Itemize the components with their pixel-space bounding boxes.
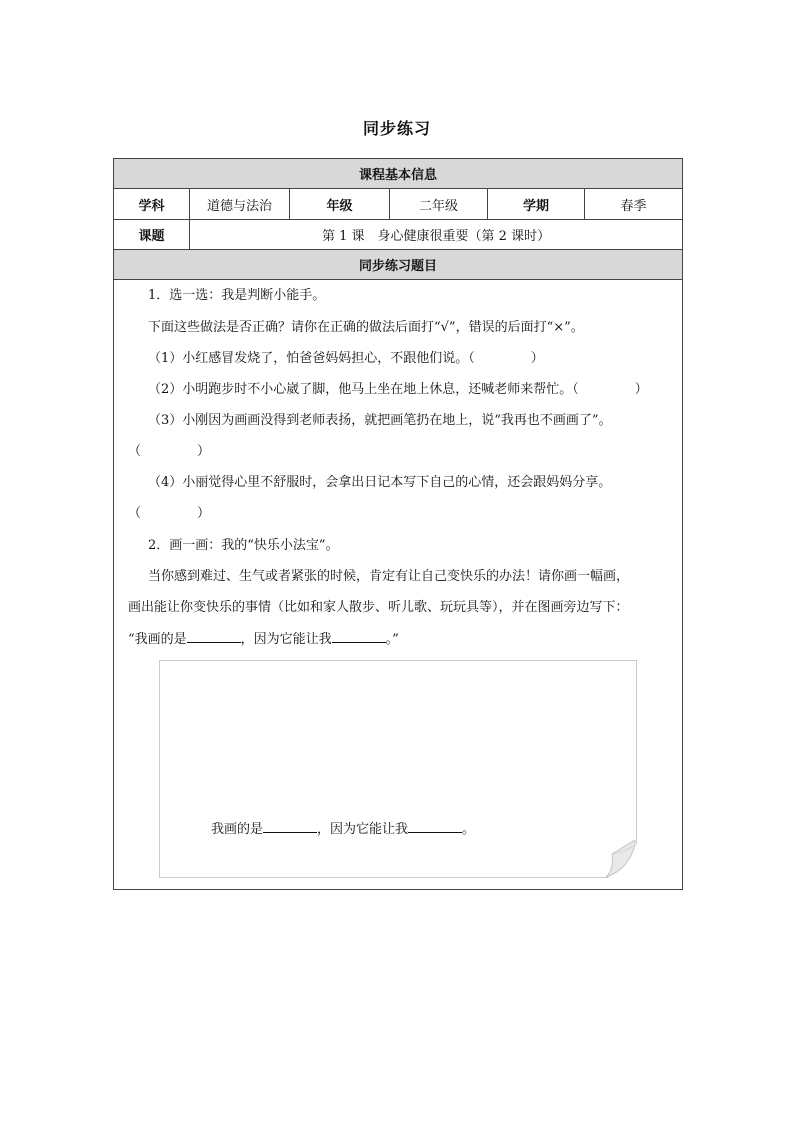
paren-open: （ [128,444,142,459]
term-value: 春季 [585,189,683,220]
paren-close: ） [530,351,544,366]
q1-title: 1．选一选：我是判断小能手。 [148,288,326,303]
caption-a: 我画的是 [211,822,264,837]
caption-c: 。 [462,822,476,837]
fill-blank[interactable] [332,629,386,643]
q1-item-4-answer [128,504,672,524]
q2-line-3 [128,629,672,650]
q1-instruction: 下面这些做法是否正确？请你在正确的做法后面打“√”，错误的后面打“×”。 [148,320,584,335]
topic-label: 课题 [114,220,190,250]
basic-info-header: 课程基本信息 [114,159,683,189]
q2-line-1: 当你感到难过、生气或者紧张的时候，肯定有让自己变快乐的办法！请你画一幅画， [148,569,630,584]
q1-item-3-answer [128,442,672,462]
paren-close: ） [197,444,211,459]
topic-value: 第 1 课 身心健康很重要（第 2 课时） [190,220,683,250]
fill-blank[interactable] [408,819,462,833]
grade-value: 二年级 [390,189,488,220]
paren-open: （ [128,506,142,521]
caption-b: ，因为它能让我 [317,822,409,837]
q2-title: 2．画一画：我的“快乐小法宝”。 [148,538,339,553]
q1-item-3-text: （3）小刚因为画画没得到老师表扬，就把画笔扔在地上，说“我再也不画画了”。 [148,413,612,428]
q1-item-2-text: （2）小明跑步时不小心崴了脚，他马上坐在地上休息，还喊老师来帮忙。（ [148,382,579,397]
fill-blank[interactable] [187,629,241,643]
drawing-caption [211,818,475,837]
fill-blank[interactable] [263,819,317,833]
q2-line-3-a: “我画的是 [128,632,187,647]
subject-label: 学科 [114,189,190,220]
page-curl-icon [604,840,638,878]
page-title: 同步练习 [362,119,431,138]
exercise-table [113,158,683,890]
paren-close: ） [197,506,211,521]
grade-label: 年级 [290,189,390,220]
q2-line-3-b: ，因为它能让我 [240,632,332,647]
drawing-area[interactable] [159,660,637,878]
exercise-body [114,280,682,889]
q1-item-1-text: （1）小红感冒发烧了，怕爸爸妈妈担心，不跟他们说。（ [148,351,475,366]
q1-item-2 [148,380,672,400]
q2-line-3-c: 。” [385,632,399,647]
subject-value: 道德与法治 [190,189,290,220]
exercise-content [114,280,683,890]
exercise-header: 同步练习题目 [114,250,683,280]
term-label: 学期 [488,189,585,220]
q2-line-2: 画出能让你变快乐的事情（比如和家人散步、听儿歌、玩玩具等），并在图画旁边写下： [128,600,629,615]
q1-item-1 [148,349,672,369]
paren-close: ） [634,382,648,397]
q1-item-4-text: （4）小丽觉得心里不舒服时，会拿出日记本写下自己的心情，还会跟妈妈分享。 [148,475,612,490]
